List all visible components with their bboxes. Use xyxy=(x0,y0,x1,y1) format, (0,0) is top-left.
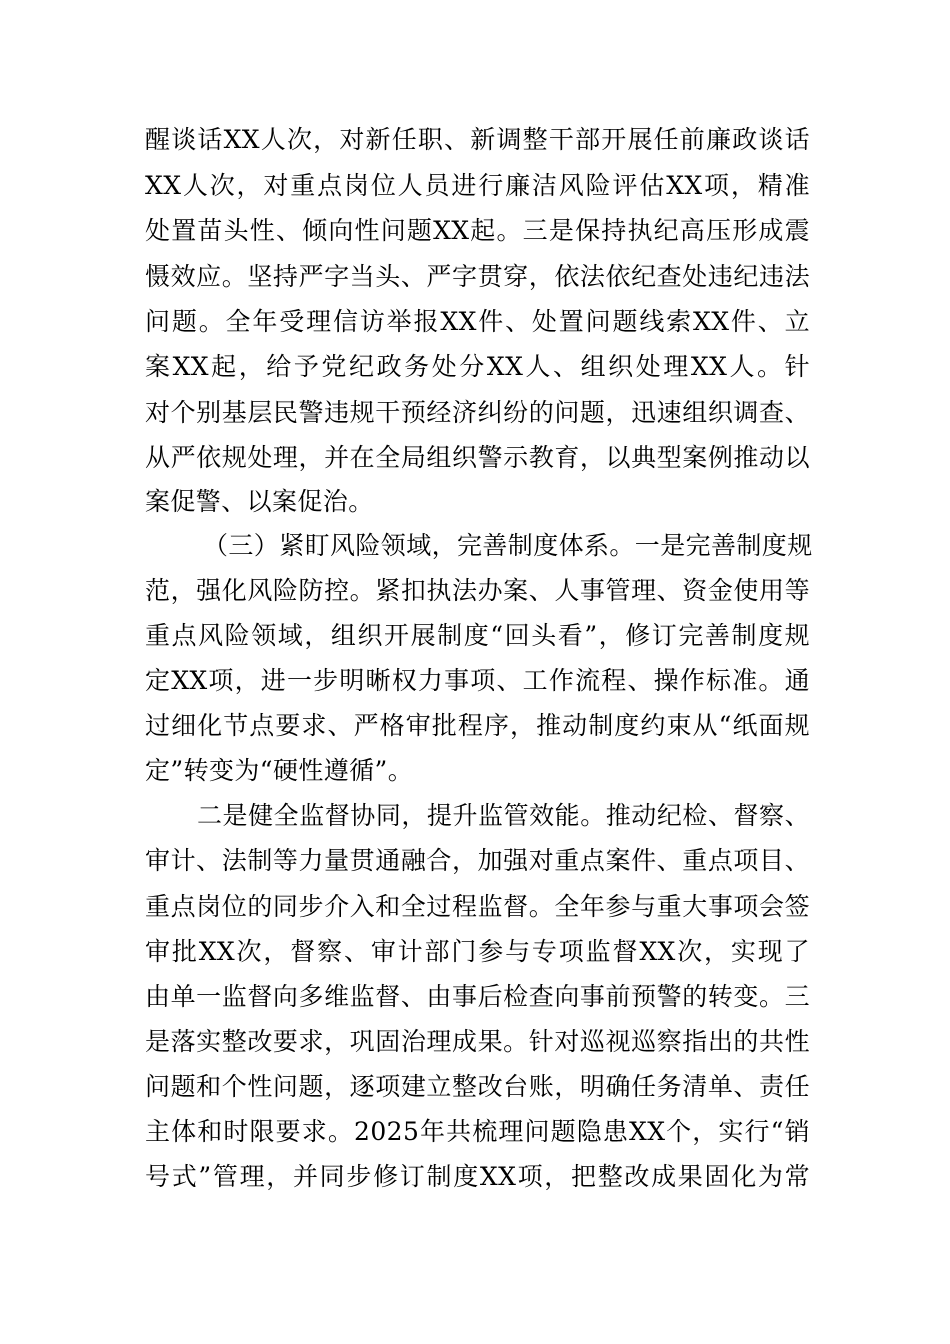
text-line: 过细化节点要求、严格审批程序，推动制度约束从“纸面规 xyxy=(145,711,810,740)
text-line: 重点风险领域，组织开展制度“回头看”，修订完善制度规 xyxy=(145,621,810,650)
text-line: 审批XX次，督察、审计部门参与专项监督XX次，实现了 xyxy=(145,937,810,966)
paragraph-first-line: 二是健全监督协同，提升监管效能。推动纪检、督察、 xyxy=(197,801,810,830)
text-line: 问题。全年受理信访举报XX件、处置问题线索XX件、立 xyxy=(145,307,810,336)
text-line: 审计、法制等力量贯通融合，加强对重点案件、重点项目、 xyxy=(145,846,810,875)
text-line: 对个别基层民警违规干预经济纠纷的问题，迅速组织调查、 xyxy=(145,398,810,427)
text-line: 号式”管理，并同步修订制度XX项，把整改成果固化为常 xyxy=(145,1162,810,1191)
text-line: 案促警、以案促治。 xyxy=(145,487,374,516)
text-line: 案XX起，给予党纪政务处分XX人、组织处理XX人。针 xyxy=(145,352,810,381)
text-line: 慑效应。坚持严字当头、严字贯穿，依法依纪查处违纪违法 xyxy=(145,262,810,291)
text-line: 主体和时限要求。2025年共梳理问题隐患XX个，实行“销 xyxy=(145,1117,810,1146)
text-line: 定”转变为“硬性遵循”。 xyxy=(145,756,414,785)
text-line: 是落实整改要求，巩固治理成果。针对巡视巡察指出的共性 xyxy=(145,1027,810,1056)
text-line: 由单一监督向多维监督、由事后检查向事前预警的转变。三 xyxy=(145,982,810,1011)
text-line: 问题和个性问题，逐项建立整改台账，明确任务清单、责任 xyxy=(145,1072,810,1101)
text-line: XX人次，对重点岗位人员进行廉洁风险评估XX项，精准 xyxy=(145,171,810,200)
text-line: 重点岗位的同步介入和全过程监督。全年参与重大事项会签 xyxy=(145,892,810,921)
section-heading-line: （三）紧盯风险领域，完善制度体系。一是完善制度规 xyxy=(203,531,813,560)
text-line: 处置苗头性、倾向性问题XX起。三是保持执纪高压形成震 xyxy=(145,216,810,245)
text-line: 从严依规处理，并在全局组织警示教育，以典型案例推动以 xyxy=(145,443,810,472)
text-line: 定XX项，进一步明晰权力事项、工作流程、操作标准。通 xyxy=(145,666,810,695)
text-line: 范，强化风险防控。紧扣执法办案、人事管理、资金使用等 xyxy=(145,576,810,605)
text-line: 醒谈话XX人次，对新任职、新调整干部开展任前廉政谈话 xyxy=(145,125,810,154)
